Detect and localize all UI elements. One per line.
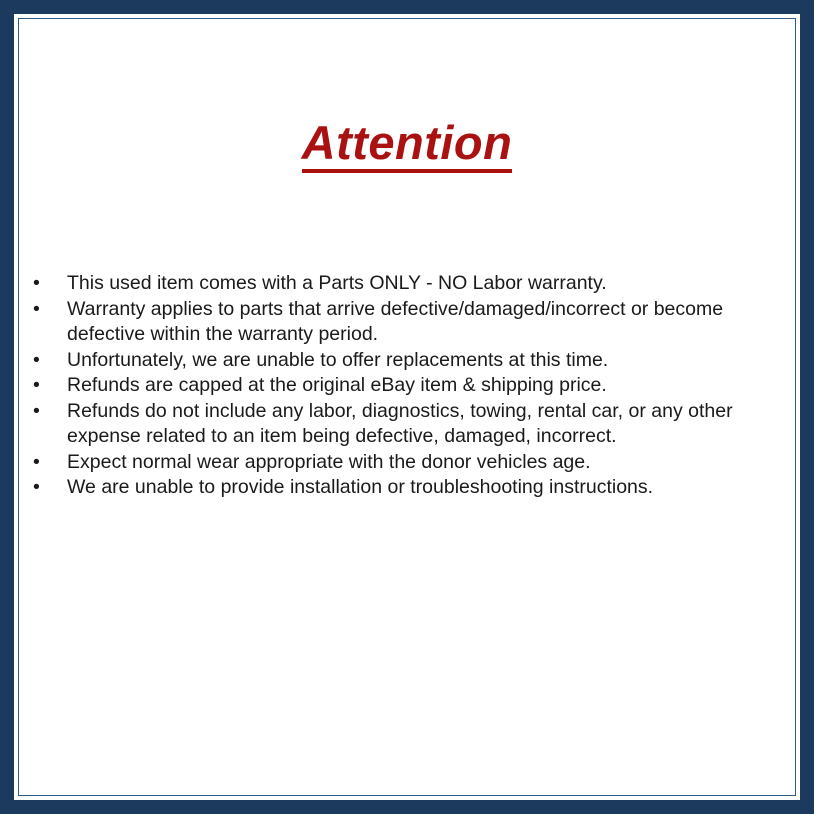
- list-item-text: Expect normal wear appropriate with the donor vehicles age.: [67, 450, 591, 473]
- bullet-icon: •: [33, 348, 40, 371]
- bullet-icon: •: [33, 374, 40, 396]
- list-item: [19, 450, 795, 476]
- list-item: [19, 271, 795, 297]
- list-item-text: Refunds do not include any labor, diagnostics, towing, rental car, or any other expense related to an item being defective, damaged, incorrect.: [67, 399, 733, 447]
- list-item: [19, 475, 795, 501]
- bullet-icon: •: [33, 476, 40, 498]
- bullet-icon: •: [33, 399, 40, 422]
- list-item-text: This used item comes with a Parts ONLY - NO Labor warranty.: [67, 272, 607, 294]
- policy-bullet-list: [19, 173, 795, 501]
- notice-content: [19, 19, 795, 795]
- list-item: [19, 399, 795, 450]
- list-item: [19, 348, 795, 374]
- list-item: [19, 373, 795, 399]
- bullet-icon: •: [33, 272, 40, 294]
- list-item-text: We are unable to provide installation or troubleshooting instructions.: [67, 476, 654, 498]
- page-title-text: Attention: [302, 119, 513, 173]
- bullet-icon: •: [33, 450, 40, 473]
- list-item: [19, 297, 795, 348]
- list-item-text: Unfortunately, we are unable to offer replacements at this time.: [67, 348, 609, 371]
- list-item-text: Refunds are capped at the original eBay item & shipping price.: [67, 374, 607, 396]
- list-item-text: Warranty applies to parts that arrive defective/damaged/incorrect or become defective within the warranty period.: [67, 297, 724, 345]
- bullet-icon: •: [33, 297, 40, 320]
- page-title: [19, 19, 795, 173]
